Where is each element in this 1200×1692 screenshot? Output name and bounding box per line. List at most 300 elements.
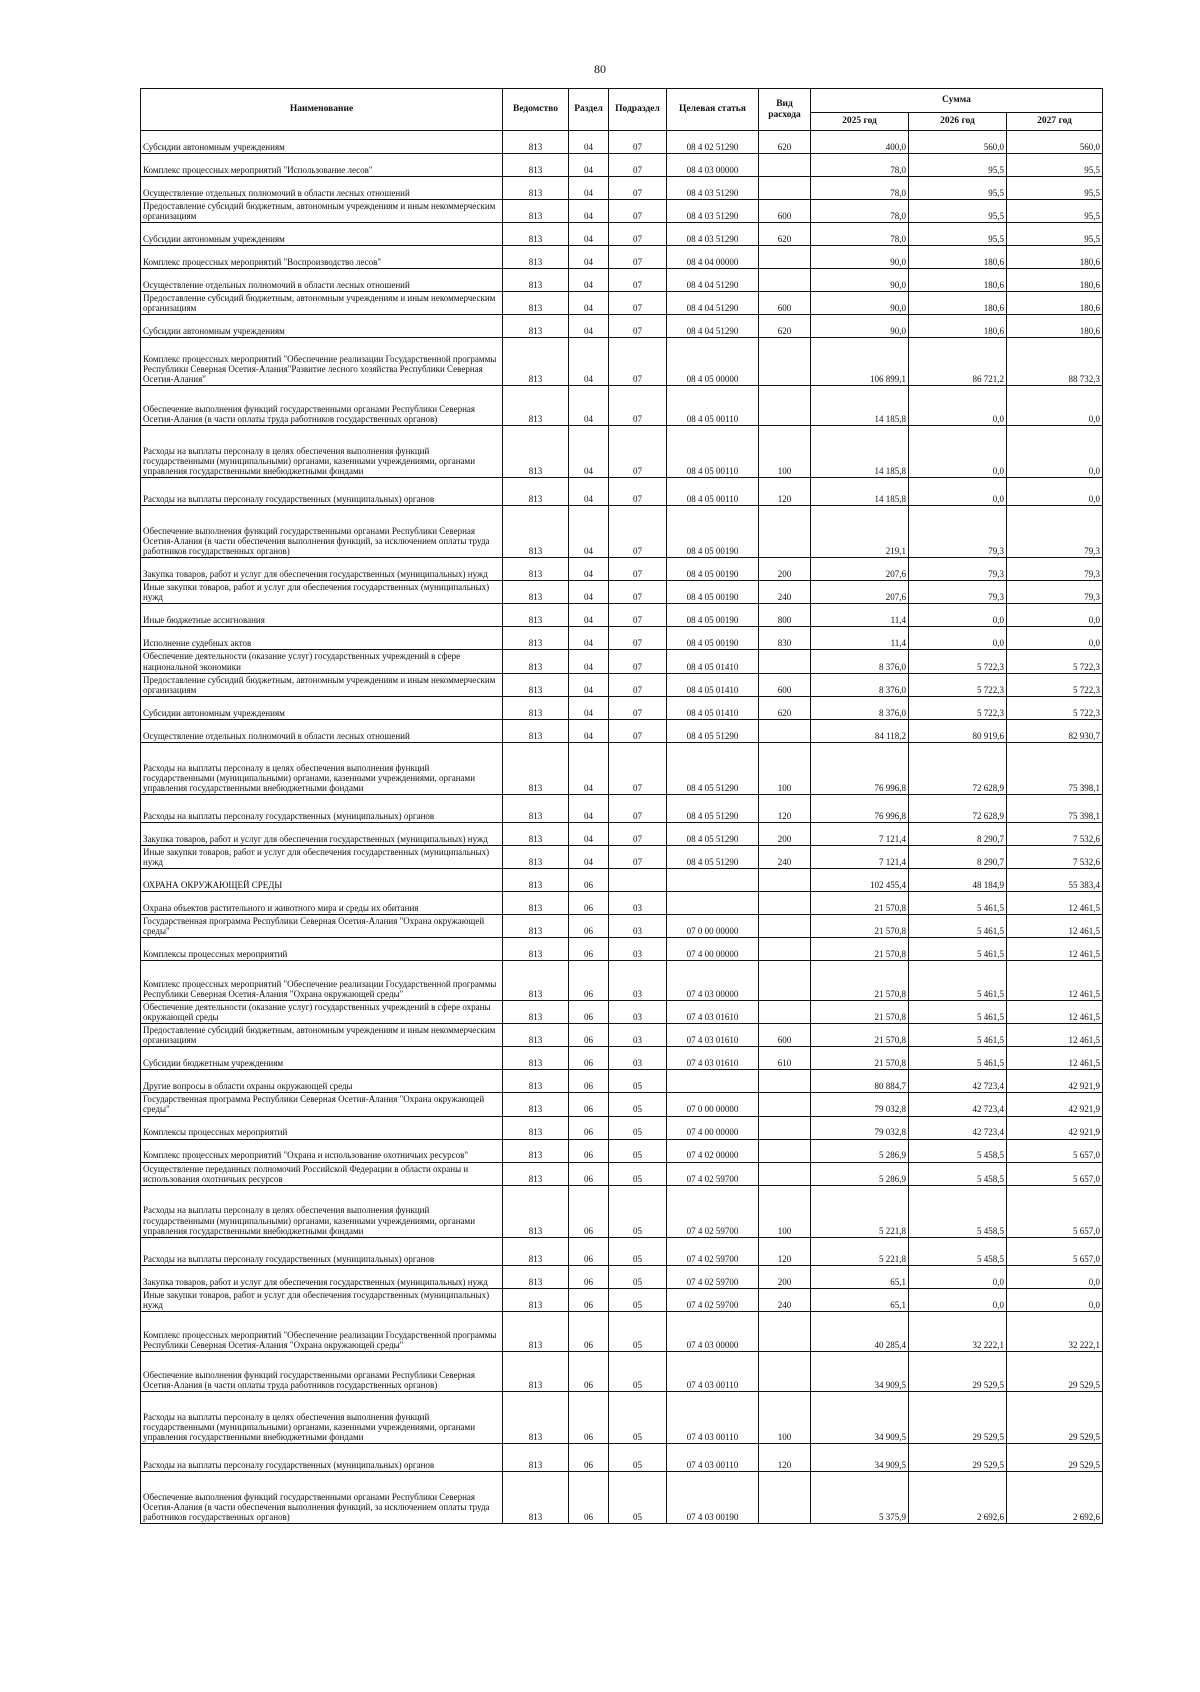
cell-target: 07 4 03 00110 bbox=[667, 1391, 759, 1443]
cell-2026: 79,3 bbox=[909, 558, 1007, 581]
cell-2027: 95,5 bbox=[1007, 223, 1103, 246]
cell-2025: 207,6 bbox=[811, 558, 909, 581]
cell-podrazdel: 05 bbox=[609, 1093, 667, 1116]
cell-target: 08 4 03 00000 bbox=[667, 154, 759, 177]
cell-podrazdel: 07 bbox=[609, 604, 667, 627]
cell-2027: 42 921,9 bbox=[1007, 1116, 1103, 1139]
cell-name: Предоставление субсидий бюджетным, автономным учреждениям и иным некоммерческим организациям bbox=[141, 673, 503, 696]
cell-podrazdel: 03 bbox=[609, 914, 667, 937]
cell-2025: 5 375,9 bbox=[811, 1471, 909, 1523]
cell-razdel: 04 bbox=[569, 131, 609, 154]
cell-target: 08 4 05 00190 bbox=[667, 558, 759, 581]
cell-2027: 79,3 bbox=[1007, 558, 1103, 581]
cell-2026: 5 461,5 bbox=[909, 1047, 1007, 1070]
cell-name: Обеспечение выполнения функций государственными органами Республики Северная Осетия-Алания (в части оплаты труда работников государственных органов) bbox=[141, 1351, 503, 1391]
cell-podrazdel: 07 bbox=[609, 246, 667, 269]
cell-vid: 120 bbox=[759, 1443, 811, 1471]
cell-vedomstvo: 813 bbox=[503, 131, 569, 154]
cell-2026: 180,6 bbox=[909, 246, 1007, 269]
cell-2027: 5 657,0 bbox=[1007, 1185, 1103, 1237]
cell-name: Комплекс процессных мероприятий "Охрана и использование охотничьих ресурсов" bbox=[141, 1139, 503, 1162]
cell-razdel: 06 bbox=[569, 1471, 609, 1523]
cell-2025: 79 032,8 bbox=[811, 1116, 909, 1139]
cell-2026: 5 722,3 bbox=[909, 696, 1007, 719]
cell-2025: 34 909,5 bbox=[811, 1391, 909, 1443]
cell-2027: 79,3 bbox=[1007, 581, 1103, 604]
cell-razdel: 04 bbox=[569, 696, 609, 719]
cell-vid: 100 bbox=[759, 1391, 811, 1443]
cell-podrazdel: 07 bbox=[609, 426, 667, 478]
table-row bbox=[141, 1047, 1103, 1070]
cell-name: Обеспечение выполнения функций государственными органами Республики Северная Осетия-Алания (в части обеспечения выполнения функций, за исключением оплаты труда работников государственных органов) bbox=[141, 506, 503, 558]
cell-podrazdel: 05 bbox=[609, 1471, 667, 1523]
cell-2025: 102 455,4 bbox=[811, 868, 909, 891]
header-2026: 2026 год bbox=[909, 113, 1007, 131]
cell-vedomstvo: 813 bbox=[503, 581, 569, 604]
cell-target: 08 4 04 51290 bbox=[667, 315, 759, 338]
cell-vedomstvo: 813 bbox=[503, 478, 569, 506]
cell-vedomstvo: 813 bbox=[503, 650, 569, 673]
cell-name: Расходы на выплаты персоналу в целях обеспечения выполнения функций государственными (муниципальными) органами, казенными учреждениями, органами управления государственными внебюджетными фондами bbox=[141, 1185, 503, 1237]
header-name: Наименование bbox=[141, 89, 503, 131]
cell-2026: 180,6 bbox=[909, 269, 1007, 292]
cell-vid bbox=[759, 868, 811, 891]
cell-podrazdel: 07 bbox=[609, 581, 667, 604]
cell-2025: 14 185,8 bbox=[811, 478, 909, 506]
cell-2026: 86 721,2 bbox=[909, 338, 1007, 386]
cell-name: Комплекс процессных мероприятий "Воспроизводство лесов" bbox=[141, 246, 503, 269]
cell-name: Закупка товаров, работ и услуг для обеспечения государственных (муниципальных) нужд bbox=[141, 822, 503, 845]
cell-vedomstvo: 813 bbox=[503, 1001, 569, 1024]
cell-vedomstvo: 813 bbox=[503, 938, 569, 961]
cell-2027: 0,0 bbox=[1007, 627, 1103, 650]
table-row bbox=[141, 478, 1103, 506]
cell-vid: 240 bbox=[759, 581, 811, 604]
cell-2026: 2 692,6 bbox=[909, 1471, 1007, 1523]
cell-2026: 32 222,1 bbox=[909, 1311, 1007, 1351]
cell-podrazdel: 05 bbox=[609, 1443, 667, 1471]
budget-table bbox=[140, 88, 1103, 1524]
table-row bbox=[141, 426, 1103, 478]
table-row bbox=[141, 696, 1103, 719]
cell-2027: 12 461,5 bbox=[1007, 891, 1103, 914]
cell-2027: 95,5 bbox=[1007, 177, 1103, 200]
cell-vedomstvo: 813 bbox=[503, 742, 569, 794]
table-row bbox=[141, 822, 1103, 845]
cell-vid: 200 bbox=[759, 1265, 811, 1288]
cell-2026: 5 461,5 bbox=[909, 914, 1007, 937]
cell-target bbox=[667, 891, 759, 914]
cell-2026: 0,0 bbox=[909, 1288, 1007, 1311]
cell-target: 08 4 03 51290 bbox=[667, 223, 759, 246]
cell-2026: 72 628,9 bbox=[909, 794, 1007, 822]
cell-target: 08 4 05 00190 bbox=[667, 506, 759, 558]
cell-2026: 0,0 bbox=[909, 478, 1007, 506]
cell-name: Расходы на выплаты персоналу в целях обеспечения выполнения функций государственными (муниципальными) органами, казенными учреждениями, органами управления государственными внебюджетными фондами bbox=[141, 1391, 503, 1443]
cell-2026: 29 529,5 bbox=[909, 1391, 1007, 1443]
cell-vid bbox=[759, 1311, 811, 1351]
cell-razdel: 04 bbox=[569, 742, 609, 794]
cell-2026: 8 290,7 bbox=[909, 845, 1007, 868]
cell-2027: 5 657,0 bbox=[1007, 1237, 1103, 1265]
cell-vedomstvo: 813 bbox=[503, 1185, 569, 1237]
table-row bbox=[141, 506, 1103, 558]
cell-razdel: 04 bbox=[569, 315, 609, 338]
cell-vid: 100 bbox=[759, 426, 811, 478]
cell-razdel: 06 bbox=[569, 1311, 609, 1351]
cell-vedomstvo: 813 bbox=[503, 845, 569, 868]
cell-target: 08 4 03 51290 bbox=[667, 200, 759, 223]
cell-name: Обеспечение выполнения функций государственными органами Республики Северная Осетия-Алания (в части обеспечения выполнения функций, за исключением оплаты труда работников государственных органов) bbox=[141, 1471, 503, 1523]
table-row bbox=[141, 794, 1103, 822]
cell-2026: 72 628,9 bbox=[909, 742, 1007, 794]
cell-razdel: 06 bbox=[569, 1116, 609, 1139]
cell-podrazdel: 07 bbox=[609, 315, 667, 338]
cell-razdel: 04 bbox=[569, 338, 609, 386]
cell-podrazdel: 05 bbox=[609, 1070, 667, 1093]
cell-vedomstvo: 813 bbox=[503, 719, 569, 742]
cell-name: Субсидии автономным учреждениям bbox=[141, 223, 503, 246]
table-row bbox=[141, 1391, 1103, 1443]
cell-vid bbox=[759, 1070, 811, 1093]
cell-target: 08 4 05 00000 bbox=[667, 338, 759, 386]
cell-2027: 75 398,1 bbox=[1007, 794, 1103, 822]
cell-2026: 5 461,5 bbox=[909, 938, 1007, 961]
cell-name: Субсидии автономным учреждениям bbox=[141, 315, 503, 338]
cell-vid: 600 bbox=[759, 1024, 811, 1047]
cell-name: Комплекс процессных мероприятий "Использование лесов" bbox=[141, 154, 503, 177]
cell-2027: 12 461,5 bbox=[1007, 1047, 1103, 1070]
cell-vedomstvo: 813 bbox=[503, 154, 569, 177]
cell-vedomstvo: 813 bbox=[503, 1237, 569, 1265]
cell-razdel: 04 bbox=[569, 200, 609, 223]
cell-2026: 5 722,3 bbox=[909, 673, 1007, 696]
table-row bbox=[141, 719, 1103, 742]
cell-name: Обеспечение деятельности (оказание услуг) государственных учреждений в сфере охраны окружающей среды bbox=[141, 1001, 503, 1024]
cell-name: Расходы на выплаты персоналу в целях обеспечения выполнения функций государственными (муниципальными) органами, казенными учреждениями, органами управления государственными внебюджетными фондами bbox=[141, 742, 503, 794]
table-row bbox=[141, 891, 1103, 914]
cell-razdel: 04 bbox=[569, 794, 609, 822]
cell-2025: 21 570,8 bbox=[811, 1047, 909, 1070]
cell-podrazdel: 07 bbox=[609, 719, 667, 742]
table-row bbox=[141, 1093, 1103, 1116]
cell-vedomstvo: 813 bbox=[503, 794, 569, 822]
cell-vid: 120 bbox=[759, 1237, 811, 1265]
cell-name: Другие вопросы в области охраны окружающей среды bbox=[141, 1070, 503, 1093]
cell-podrazdel: 05 bbox=[609, 1185, 667, 1237]
cell-target: 08 4 05 01410 bbox=[667, 650, 759, 673]
cell-vid bbox=[759, 1471, 811, 1523]
cell-vedomstvo: 813 bbox=[503, 1391, 569, 1443]
cell-vedomstvo: 813 bbox=[503, 1162, 569, 1185]
cell-vid: 120 bbox=[759, 478, 811, 506]
cell-target: 07 4 02 59700 bbox=[667, 1162, 759, 1185]
cell-podrazdel: 07 bbox=[609, 845, 667, 868]
cell-target: 08 4 05 51290 bbox=[667, 822, 759, 845]
cell-vid bbox=[759, 177, 811, 200]
cell-podrazdel: 05 bbox=[609, 1162, 667, 1185]
cell-podrazdel: 07 bbox=[609, 292, 667, 315]
cell-2025: 65,1 bbox=[811, 1288, 909, 1311]
cell-vid bbox=[759, 1162, 811, 1185]
cell-vedomstvo: 813 bbox=[503, 246, 569, 269]
cell-2025: 80 884,7 bbox=[811, 1070, 909, 1093]
cell-razdel: 04 bbox=[569, 223, 609, 246]
table-row bbox=[141, 581, 1103, 604]
cell-vid bbox=[759, 338, 811, 386]
cell-podrazdel: 07 bbox=[609, 558, 667, 581]
cell-2027: 29 529,5 bbox=[1007, 1351, 1103, 1391]
cell-2027: 12 461,5 bbox=[1007, 961, 1103, 1001]
cell-target: 08 4 05 01410 bbox=[667, 673, 759, 696]
cell-name: Исполнение судебных актов bbox=[141, 627, 503, 650]
cell-2026: 95,5 bbox=[909, 154, 1007, 177]
cell-podrazdel: 07 bbox=[609, 650, 667, 673]
cell-2025: 8 376,0 bbox=[811, 696, 909, 719]
cell-razdel: 04 bbox=[569, 719, 609, 742]
cell-name: Комплекс процессных мероприятий "Обеспечение реализации Государственной программы Республики Северная Осетия-Алания "Охрана окружающей среды" bbox=[141, 961, 503, 1001]
cell-podrazdel: 03 bbox=[609, 938, 667, 961]
table-row bbox=[141, 1001, 1103, 1024]
table-row bbox=[141, 1288, 1103, 1311]
cell-vedomstvo: 813 bbox=[503, 177, 569, 200]
cell-2026: 180,6 bbox=[909, 315, 1007, 338]
cell-vedomstvo: 813 bbox=[503, 558, 569, 581]
cell-2027: 0,0 bbox=[1007, 1288, 1103, 1311]
cell-vid bbox=[759, 1351, 811, 1391]
cell-vid: 600 bbox=[759, 292, 811, 315]
cell-vedomstvo: 813 bbox=[503, 1139, 569, 1162]
cell-2027: 0,0 bbox=[1007, 386, 1103, 426]
cell-vid bbox=[759, 719, 811, 742]
cell-target bbox=[667, 1070, 759, 1093]
cell-2026: 95,5 bbox=[909, 200, 1007, 223]
cell-podrazdel: 05 bbox=[609, 1391, 667, 1443]
cell-target: 07 4 03 00110 bbox=[667, 1351, 759, 1391]
cell-vedomstvo: 813 bbox=[503, 1311, 569, 1351]
cell-2025: 79 032,8 bbox=[811, 1093, 909, 1116]
cell-target: 07 4 02 59700 bbox=[667, 1185, 759, 1237]
cell-2025: 21 570,8 bbox=[811, 961, 909, 1001]
cell-2025: 219,1 bbox=[811, 506, 909, 558]
cell-2027: 42 921,9 bbox=[1007, 1093, 1103, 1116]
cell-vedomstvo: 813 bbox=[503, 1024, 569, 1047]
cell-name: Иные бюджетные ассигнования bbox=[141, 604, 503, 627]
table-row bbox=[141, 1139, 1103, 1162]
cell-2026: 0,0 bbox=[909, 604, 1007, 627]
cell-2027: 88 732,3 bbox=[1007, 338, 1103, 386]
cell-podrazdel: 07 bbox=[609, 131, 667, 154]
table-row bbox=[141, 868, 1103, 891]
cell-name: Предоставление субсидий бюджетным, автономным учреждениям и иным некоммерческим организациям bbox=[141, 200, 503, 223]
cell-name: Обеспечение выполнения функций государственными органами Республики Северная Осетия-Алания (в части оплаты труда работников государственных органов) bbox=[141, 386, 503, 426]
cell-2027: 180,6 bbox=[1007, 315, 1103, 338]
cell-target: 07 4 02 59700 bbox=[667, 1288, 759, 1311]
cell-podrazdel: 07 bbox=[609, 822, 667, 845]
cell-2025: 34 909,5 bbox=[811, 1443, 909, 1471]
cell-2027: 12 461,5 bbox=[1007, 1001, 1103, 1024]
cell-2026: 560,0 bbox=[909, 131, 1007, 154]
cell-vedomstvo: 813 bbox=[503, 1351, 569, 1391]
cell-2025: 40 285,4 bbox=[811, 1311, 909, 1351]
cell-vid: 120 bbox=[759, 794, 811, 822]
cell-2027: 95,5 bbox=[1007, 200, 1103, 223]
cell-vedomstvo: 813 bbox=[503, 1443, 569, 1471]
cell-2027: 75 398,1 bbox=[1007, 742, 1103, 794]
cell-razdel: 06 bbox=[569, 1185, 609, 1237]
cell-target: 07 4 03 01610 bbox=[667, 1024, 759, 1047]
cell-2025: 21 570,8 bbox=[811, 914, 909, 937]
cell-razdel: 04 bbox=[569, 246, 609, 269]
cell-name: Осуществление отдельных полномочий в области лесных отношений bbox=[141, 719, 503, 742]
cell-razdel: 06 bbox=[569, 1391, 609, 1443]
cell-target: 07 4 03 00110 bbox=[667, 1443, 759, 1471]
cell-vid: 830 bbox=[759, 627, 811, 650]
cell-2027: 32 222,1 bbox=[1007, 1311, 1103, 1351]
cell-vedomstvo: 813 bbox=[503, 868, 569, 891]
cell-2027: 29 529,5 bbox=[1007, 1391, 1103, 1443]
cell-podrazdel: 05 bbox=[609, 1311, 667, 1351]
cell-name: Субсидии автономным учреждениям bbox=[141, 131, 503, 154]
cell-2025: 14 185,8 bbox=[811, 426, 909, 478]
cell-vedomstvo: 813 bbox=[503, 426, 569, 478]
cell-vedomstvo: 813 bbox=[503, 961, 569, 1001]
cell-2027: 180,6 bbox=[1007, 292, 1103, 315]
cell-name: ОХРАНА ОКРУЖАЮЩЕЙ СРЕДЫ bbox=[141, 868, 503, 891]
cell-2025: 21 570,8 bbox=[811, 1001, 909, 1024]
cell-2026: 8 290,7 bbox=[909, 822, 1007, 845]
cell-target: 07 4 00 00000 bbox=[667, 1116, 759, 1139]
cell-vedomstvo: 813 bbox=[503, 506, 569, 558]
cell-name: Иные закупки товаров, работ и услуг для обеспечения государственных (муниципальных) нужд bbox=[141, 1288, 503, 1311]
header-2027: 2027 год bbox=[1007, 113, 1103, 131]
cell-2025: 90,0 bbox=[811, 269, 909, 292]
cell-vid: 240 bbox=[759, 1288, 811, 1311]
cell-vid bbox=[759, 938, 811, 961]
cell-vedomstvo: 813 bbox=[503, 1116, 569, 1139]
cell-razdel: 04 bbox=[569, 581, 609, 604]
cell-name: Закупка товаров, работ и услуг для обеспечения государственных (муниципальных) нужд bbox=[141, 558, 503, 581]
cell-vedomstvo: 813 bbox=[503, 822, 569, 845]
cell-target: 08 4 05 00190 bbox=[667, 627, 759, 650]
cell-target: 08 4 04 51290 bbox=[667, 292, 759, 315]
cell-razdel: 04 bbox=[569, 673, 609, 696]
cell-target: 08 4 04 51290 bbox=[667, 269, 759, 292]
cell-2026: 0,0 bbox=[909, 426, 1007, 478]
cell-target: 08 4 05 51290 bbox=[667, 845, 759, 868]
cell-razdel: 06 bbox=[569, 1093, 609, 1116]
cell-2025: 106 899,1 bbox=[811, 338, 909, 386]
cell-2026: 29 529,5 bbox=[909, 1443, 1007, 1471]
cell-vid: 200 bbox=[759, 822, 811, 845]
cell-podrazdel: 07 bbox=[609, 506, 667, 558]
cell-2025: 207,6 bbox=[811, 581, 909, 604]
cell-vid bbox=[759, 891, 811, 914]
cell-razdel: 06 bbox=[569, 891, 609, 914]
cell-2027: 7 532,6 bbox=[1007, 845, 1103, 868]
cell-target: 08 4 05 00110 bbox=[667, 478, 759, 506]
cell-2025: 8 376,0 bbox=[811, 673, 909, 696]
cell-vedomstvo: 813 bbox=[503, 914, 569, 937]
cell-2027: 560,0 bbox=[1007, 131, 1103, 154]
cell-2026: 80 919,6 bbox=[909, 719, 1007, 742]
table-row bbox=[141, 1185, 1103, 1237]
cell-2027: 12 461,5 bbox=[1007, 1024, 1103, 1047]
table-row bbox=[141, 154, 1103, 177]
cell-2026: 95,5 bbox=[909, 223, 1007, 246]
cell-2027: 79,3 bbox=[1007, 506, 1103, 558]
cell-name: Государственная программа Республики Северная Осетия-Алания "Охрана окружающей среды" bbox=[141, 1093, 503, 1116]
cell-2026: 0,0 bbox=[909, 627, 1007, 650]
cell-vedomstvo: 813 bbox=[503, 627, 569, 650]
table-row bbox=[141, 1471, 1103, 1523]
cell-2027: 82 930,7 bbox=[1007, 719, 1103, 742]
cell-name: Субсидии автономным учреждениям bbox=[141, 696, 503, 719]
cell-2027: 42 921,9 bbox=[1007, 1070, 1103, 1093]
cell-vedomstvo: 813 bbox=[503, 338, 569, 386]
cell-name: Расходы на выплаты персоналу государственных (муниципальных) органов bbox=[141, 794, 503, 822]
table-row bbox=[141, 558, 1103, 581]
cell-razdel: 06 bbox=[569, 938, 609, 961]
table-row bbox=[141, 845, 1103, 868]
cell-2027: 12 461,5 bbox=[1007, 938, 1103, 961]
cell-podrazdel: 07 bbox=[609, 478, 667, 506]
cell-vid bbox=[759, 269, 811, 292]
cell-2026: 5 458,5 bbox=[909, 1162, 1007, 1185]
cell-target bbox=[667, 868, 759, 891]
cell-2026: 95,5 bbox=[909, 177, 1007, 200]
cell-2026: 5 461,5 bbox=[909, 1001, 1007, 1024]
cell-2025: 8 376,0 bbox=[811, 650, 909, 673]
cell-2027: 5 657,0 bbox=[1007, 1162, 1103, 1185]
cell-2027: 29 529,5 bbox=[1007, 1443, 1103, 1471]
header-podrazdel: Подраздел bbox=[609, 89, 667, 131]
cell-target: 08 4 05 00110 bbox=[667, 386, 759, 426]
cell-podrazdel: 05 bbox=[609, 1351, 667, 1391]
cell-2027: 0,0 bbox=[1007, 426, 1103, 478]
cell-podrazdel: 03 bbox=[609, 961, 667, 1001]
cell-vedomstvo: 813 bbox=[503, 292, 569, 315]
cell-2025: 5 286,9 bbox=[811, 1139, 909, 1162]
cell-2026: 5 461,5 bbox=[909, 1024, 1007, 1047]
table-row bbox=[141, 938, 1103, 961]
cell-vid bbox=[759, 1139, 811, 1162]
cell-podrazdel: 07 bbox=[609, 696, 667, 719]
table-row bbox=[141, 1070, 1103, 1093]
table-row bbox=[141, 315, 1103, 338]
cell-razdel: 04 bbox=[569, 386, 609, 426]
cell-name: Обеспечение деятельности (оказание услуг) государственных учреждений в сфере национальной экономики bbox=[141, 650, 503, 673]
cell-target: 07 4 03 01610 bbox=[667, 1047, 759, 1070]
cell-name: Иные закупки товаров, работ и услуг для обеспечения государственных (муниципальных) нужд bbox=[141, 581, 503, 604]
cell-razdel: 06 bbox=[569, 1139, 609, 1162]
table-row bbox=[141, 246, 1103, 269]
cell-2026: 0,0 bbox=[909, 386, 1007, 426]
cell-2026: 79,3 bbox=[909, 506, 1007, 558]
table-row bbox=[141, 650, 1103, 673]
cell-2025: 7 121,4 bbox=[811, 845, 909, 868]
cell-vedomstvo: 813 bbox=[503, 315, 569, 338]
cell-name: Осуществление отдельных полномочий в области лесных отношений bbox=[141, 177, 503, 200]
cell-2026: 5 461,5 bbox=[909, 891, 1007, 914]
cell-vedomstvo: 813 bbox=[503, 1093, 569, 1116]
cell-vedomstvo: 813 bbox=[503, 1471, 569, 1523]
cell-razdel: 04 bbox=[569, 292, 609, 315]
cell-razdel: 04 bbox=[569, 478, 609, 506]
cell-2026: 5 461,5 bbox=[909, 961, 1007, 1001]
cell-podrazdel: 03 bbox=[609, 1024, 667, 1047]
cell-name: Иные закупки товаров, работ и услуг для обеспечения государственных (муниципальных) нужд bbox=[141, 845, 503, 868]
